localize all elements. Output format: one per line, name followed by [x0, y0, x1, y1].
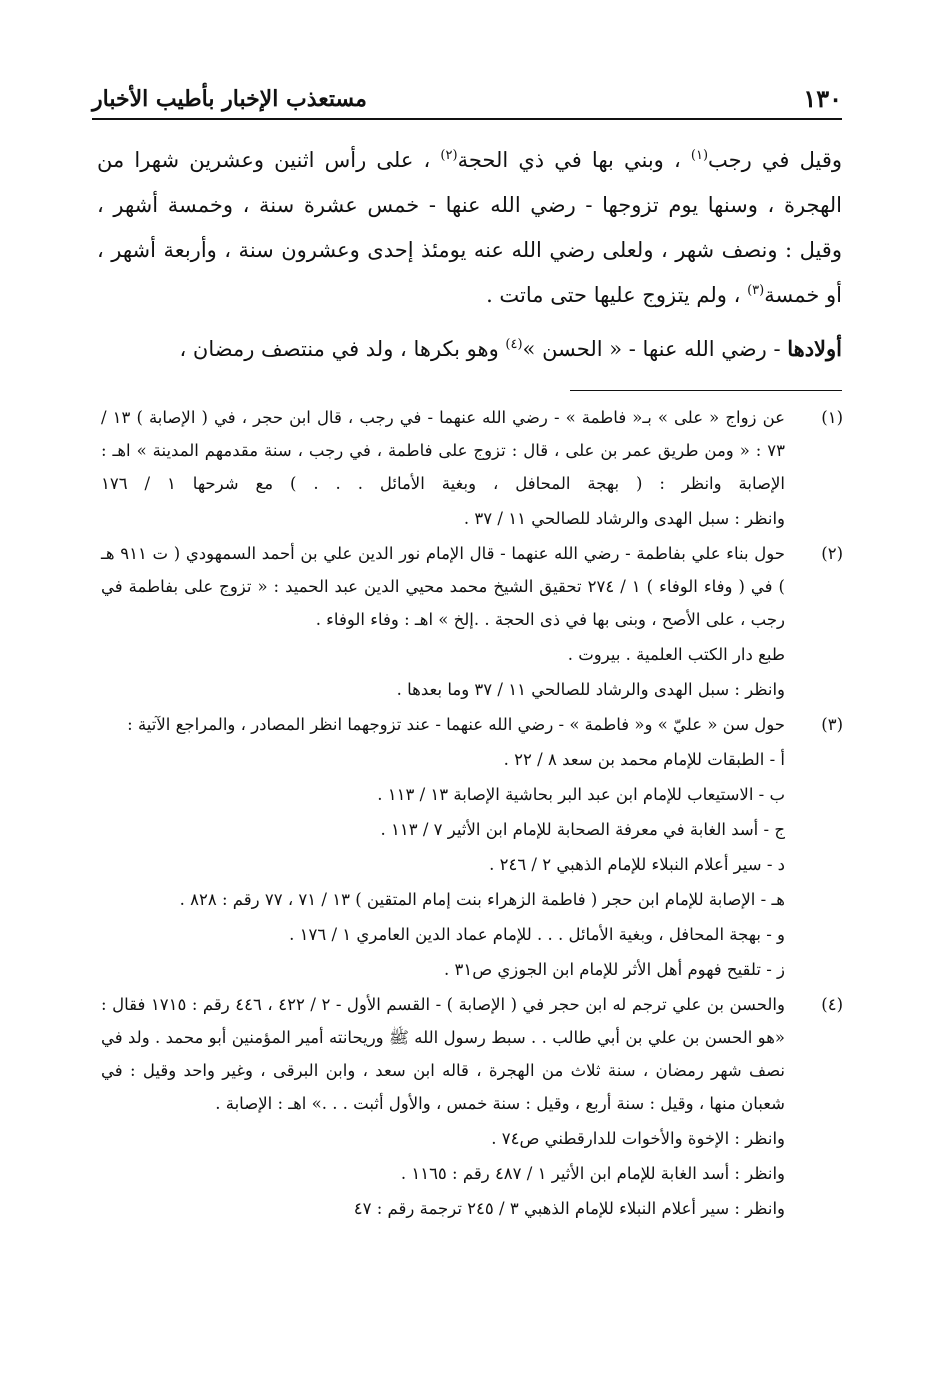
section-heading: أولادها [787, 336, 842, 361]
footnote-line: ز - تلقيح فهوم أهل الأثر للإمام ابن الجوزي ص٣١ . [443, 960, 785, 979]
footnote-line: و - بهجة المحافل ، وبغية الأمائل . . . للإمام عماد الدين العامري ١ / ١٧٦ . [289, 925, 785, 944]
footnote-separator [570, 390, 842, 391]
text-run: وهو بكرها ، ولد في منتصف رمضان ، [179, 337, 506, 361]
page-header [92, 78, 842, 120]
footnote-line: والحسن بن علي ترجم له ابن حجر في ( الإصابة ) - القسم الأول - ٢ / ٤٢٢ ، ٤٤٦ رقم : ١٧١٥ فقال : «هو الحسن بن علي بن أبي طالب . . سبط رسول الله ﷺ وريحانته أمير المؤمنين أبو محمد . ولد في نصف شهر رمضان ، سنة ثلاث من الهجرة ، قاله ابن سعد ، وابن البرقى ، وغير واحد وقيل : في شعبان منها ، وقيل : سنة أربع ، وقيل : سنة خمس ، والأول أثبت . . .» اهـ : الإصابة . [101, 995, 785, 1113]
footnote-line: وانظر : سبل الهدى والرشاد للصالحي ١١ / ٣٧ وما بعدها . [396, 680, 785, 699]
footnote-line: أ - الطبقات للإمام محمد بن سعد ٨ / ٢٢ . [503, 750, 785, 769]
footnote-ref-3: (٣) [747, 283, 765, 298]
running-title: مستعذب الإخبار بأطيب الأخبار [92, 86, 367, 112]
footnote-number: (٣) [821, 715, 843, 734]
text-run: ، على رأس اثنين وعشرين شهرا من الهجرة ، وسنها يوم تزوجها - رضي الله عنها - خمس عشرة سنة ، وخمسة أشهر ، وقيل : ونصف شهر ، ولعلى رضي الله عنه يومئذ إحدى وعشرون سنة ، وأربعة أشهر ، أو خمسة [97, 148, 842, 307]
footnote-ref-2: (٢) [440, 148, 458, 163]
footnote-line: هـ - الإصابة للإمام ابن حجر ( فاطمة الزهراء بنت إمام المتقين ) ١٣ / ٧١ ، ٧٧ رقم : ٨٢٨ . [179, 890, 785, 909]
text-run: وقيل في رجب [708, 148, 842, 172]
text-run: - رضي الله عنها - « الحسن » [522, 337, 788, 361]
footnote-line: وانظر : الإخوة والأخوات للدارقطني ص٧٤ . [491, 1129, 785, 1148]
footnote-line: طبع دار الكتب العلمية . بيروت . [567, 645, 785, 664]
footnote-number: (١) [821, 408, 843, 427]
footnote-line: وانظر : سبل الهدى والرشاد للصالحي ١١ / ٣٧ . [463, 509, 785, 528]
text-run: ، وبني بها في ذي الحجة [457, 148, 691, 172]
paragraph-children [97, 326, 842, 372]
footnote-line: وانظر : سير أعلام النبلاء للإمام الذهبي ٣ / ٢٤٥ ترجمة رقم : ٤٧ [353, 1199, 785, 1218]
footnote-line: وانظر : أسد الغابة للإمام ابن الأثير ١ / ٤٨٧ رقم : ١١٦٥ . [400, 1164, 785, 1183]
footnotes [101, 401, 843, 1225]
footnote-line: حول سن « عليّ » و« فاطمة » - رضي الله عنهما - عند تزوجهما انظر المصادر ، والمراجع الآتية : [127, 715, 785, 734]
page-number: ١٣٠ [803, 84, 842, 113]
footnote-line: حول بناء علي بفاطمة - رضي الله عنهما - قال الإمام نور الدين علي بن أحمد السمهودي ( ت ٩١١ هـ ) في ( وفاء الوفاء ) ١ / ٢٧٤ تحقيق الشيخ محمد محيي الدين عبد الحميد : « تزوج على بفاطمة في رجب ، على الأصح ، وبنى بها في ذى الحجة . .إلخ » اهـ : وفاء الوفاء . [101, 544, 786, 629]
footnote-line: ب - الاستيعاب للإمام ابن عبد البر بحاشية الإصابة ١٣ / ١١٣ . [377, 785, 785, 804]
footnote-2 [101, 537, 843, 706]
text-run: ، ولم يتزوج عليها حتى ماتت . [486, 283, 748, 307]
paragraph-marriage [97, 138, 842, 318]
footnote-3 [101, 708, 843, 986]
footnote-ref-1: (١) [690, 148, 709, 163]
footnote-line: ج - أسد الغابة في معرفة الصحابة للإمام ابن الأثير ٧ / ١١٣ . [380, 820, 785, 839]
footnote-1 [101, 401, 843, 535]
footnote-line: د - سير أعلام النبلاء للإمام الذهبي ٢ / ٢٤٦ . [489, 855, 785, 874]
main-text [97, 138, 842, 372]
footnote-4 [101, 988, 843, 1225]
footnote-line: عن زواج « على » بـ« فاطمة » - رضي الله عنهما - في رجب ، قال ابن حجر ، في ( الإصابة ) ١٣ / ٧٣ : « ومن طريق عمر بن على ، قال : تزوج على فاطمة ، في رجب ، سنة مقدمهم المدينة » اهـ : الإصابة وانظر : ( بهجة المحافل ، وبغية الأمائل . . . ) مع شرحها ١ / ١٧٦ [101, 408, 785, 493]
footnote-ref-4: (٤) [505, 337, 523, 352]
footnote-number: (٢) [821, 544, 843, 563]
footnote-number: (٤) [821, 995, 843, 1014]
